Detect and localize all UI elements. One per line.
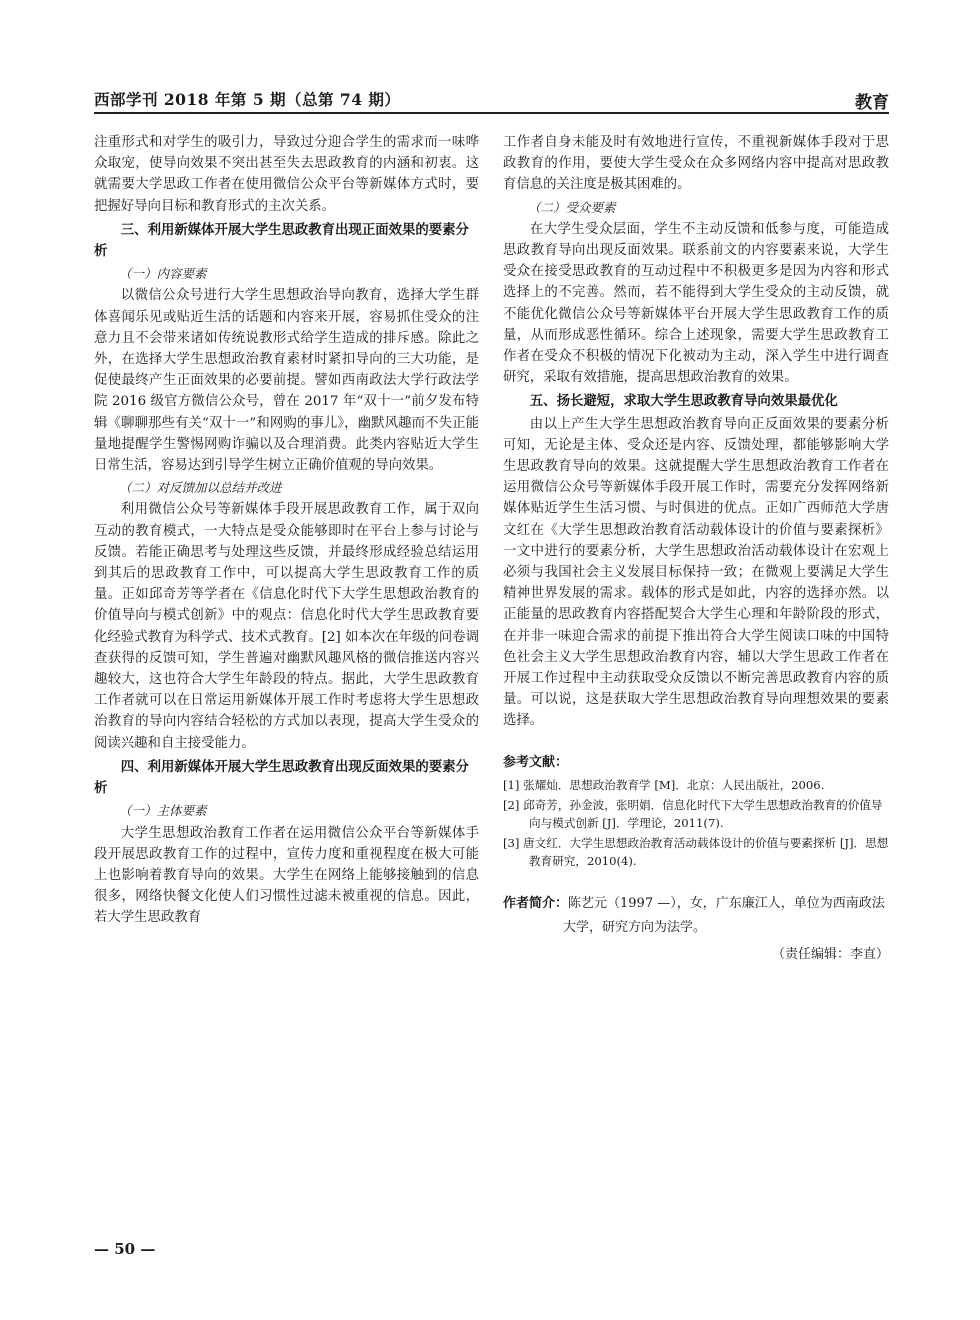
section-heading: 五、扬长避短，求取大学生思政教育导向效果最优化 xyxy=(529,394,838,410)
right-column xyxy=(503,132,889,966)
editor-note: （责任编辑：李直） xyxy=(771,947,889,963)
author-bio-text: 陈艺元（1997 —），女，广东廉江人，单位为西南政法大学，研究方向为法学。 xyxy=(563,896,885,936)
section-label: 教育 xyxy=(855,93,889,113)
page-number: — 50 — xyxy=(94,1240,156,1258)
references-title: 参考文献： xyxy=(503,754,569,770)
paragraph: 以微信公众号进行大学生思想政治导向教育，选择大学生群体喜闻乐见或贴近生活的话题和内容来开展，容易抓住受众的注意力且不会带来诸如传统说教形式给学生造成的排斥感。除此之外，在选择大学生思想政治教育素材时紧扣导向的三大功能，是促使最终产生正面效果的必要前提。譬如西南政法大学行政法学院 2016 级官方微信公众号，曾在 2017 年“双十一”前夕发布特辑《聊聊那些有关“双十一”和网购的事儿》，幽默风趣而不失正能量地提醒学生警惕网购诈骗以及合理消费。此类内容贴近大学生日常生活，容易达到引导学生树立正确价值观的导向效果。 xyxy=(94,288,479,474)
author-bio xyxy=(503,892,889,940)
subsection-heading: （一）主体要素 xyxy=(119,803,207,819)
paragraph: 利用微信公众号等新媒体手段开展思政教育工作，属于双向互动的教育模式，一大特点是受众能够即时在平台上参与讨论与反馈。若能正确思考与处理这些反馈，并最终形成经验总结运用到其后的思政教育工作中，可以提高大学生思政教育工作的质量。正如邱奇芳等学者在《信息化时代下大学生思想政治教育的价值导向与模式创新》中的观点：信息化时代大学生思政教育要化经验式教育为科学式、技术式教育。[2] 如本次在年级的问卷调查获得的反馈可知，学生普遍对幽默风趣风格的微信推送内容兴趣较大，这也符合大学生年龄段的特点。据此，大学生思政教育工作者就可以在日常运用新媒体开展工作时考虑将大学生思想政治教育的导向内容结合轻松的方式加以表现，提高大学生受众的阅读兴趣和自主接受能力。 xyxy=(94,502,479,751)
subsection-heading: （二）受众要素 xyxy=(528,199,616,215)
reference-item: [1] 张耀灿．思想政治教育学 [M]．北京：人民出版社，2006. xyxy=(503,777,825,792)
paragraph: 工作者自身未能及时有效地进行宣传，不重视新媒体手段对于思政教育的作用，要使大学生受众在众多网络内容中提高对思政教育信息的关注度是极其困难的。 xyxy=(503,135,889,193)
author-bio-label: 作者简介： xyxy=(503,896,569,912)
reference-item: [3] 唐文红．大学生思想政治教育活动载体设计的价值与要素探析 [J]．思想教育研究，2010(4). xyxy=(503,836,889,868)
paragraph: 在大学生受众层面，学生不主动反馈和低参与度，可能造成思政教育导向出现反面效果。联系前文的内容要素来说，大学生受众在接受思政教育的互动过程中不积极更多是因为内容和形式选择上的不完善。然而，若不能得到大学生受众的主动反馈，就不能优化微信公众号等新媒体平台开展大学生思政教育工作的质量，从而形成恶性循环。综合上述现象，需要大学生思政教育工作者在受众不积极的情况下化被动为主动，深入学生中进行调查研究，采取有效措施，提高思想政治教育的效果。 xyxy=(503,221,889,386)
header-rule xyxy=(94,112,889,114)
subsection-heading: （一）内容要素 xyxy=(119,266,207,282)
section-heading: 四、利用新媒体开展大学生思政教育出现反面效果的要素分析 xyxy=(94,759,469,797)
section-heading: 三、利用新媒体开展大学生思政教育出现正面效果的要素分析 xyxy=(94,222,469,260)
running-header xyxy=(94,86,889,112)
journal-title: 西部学刊 2018 年第 5 期（总第 74 期） xyxy=(94,90,401,109)
paragraph: 由以上产生大学生思想政治教育导向正反面效果的要素分析可知，无论是主体、受众还是内容、反馈处理，都能够影响大学生思政教育导向的效果。这就提醒大学生思想政治教育工作者在运用微信公众号等新媒体手段开展工作时，需要充分发挥网络新媒体贴近学生生活习惯、与时俱进的优点。正如广西师范大学唐文红在《大学生思想政治教育活动载体设计的价值与要素探析》一文中进行的要素分析，大学生思想政治活动载体设计在宏观上必须与我国社会主义发展目标保持一致；在微观上要满足大学生精神世界发展的需求。载体的形式是如此，内容的选择亦然。以正能量的思政教育内容搭配契合大学生心理和年龄阶段的形式，在并非一味迎合需求的前提下推出符合大学生阅读口味的中国特色社会主义大学生思想政治教育内容，辅以大学生思政工作者在开展工作过程中主动获取受众反馈以不断完善思政教育内容的质量。可以说，这是获取大学生思想政治教育导向理想效果的要素选择。 xyxy=(503,416,889,729)
paragraph: 大学生思想政治教育工作者在运用微信公众平台等新媒体手段开展思政教育工作的过程中，宣传力度和重视程度在极大可能上也影响着教育导向的效果。大学生在网络上能够接触到的信息很多，网络快餐文化使人们习惯性过滤未被重视的信息。因此，若大学生思政教育 xyxy=(94,825,479,926)
subsection-heading: （二）对反馈加以总结并改进 xyxy=(119,480,282,496)
reference-item: [2] 邱奇芳，孙金波，张明娟．信息化时代下大学生思想政治教育的价值导向与模式创新 [J]．学理论，2011(7). xyxy=(503,798,883,830)
paragraph: 注重形式和对学生的吸引力，导致过分迎合学生的需求而一味哗众取宠，使导向效果不突出甚至失去思政教育的内涵和初衷。这就需要大学思政工作者在使用微信公众平台等新媒体方式时，要把握好导向目标和教育形式的主次关系。 xyxy=(94,135,479,214)
left-column xyxy=(94,132,479,929)
